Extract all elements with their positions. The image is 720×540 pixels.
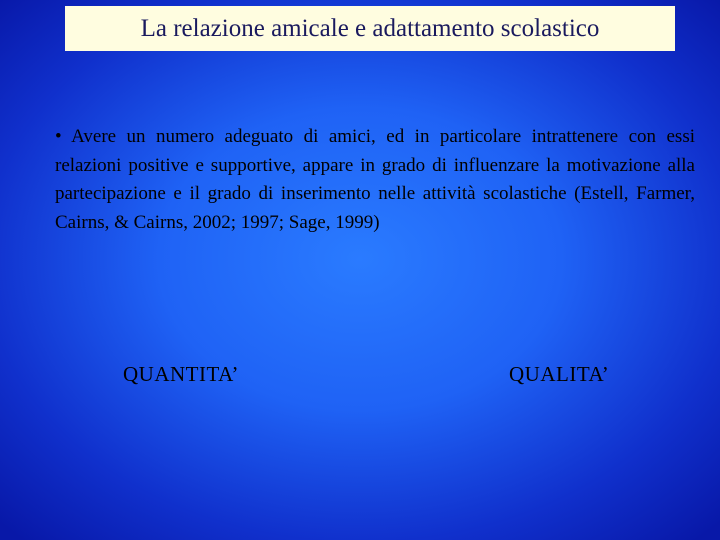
label-qualita: QUALITA’ <box>509 362 610 386</box>
bullet-paragraph: • Avere un numero adeguato di amici, ed in particolare intrattenere con essi relazioni positive e supportive, appare in grado di influenzare la motivazione alla partecipazione e il grado di inserimento nelle attività scolastiche (Estell, Farmer, Cairns, & Cairns, 2002; 1997; Sage, 1999) <box>55 126 695 233</box>
title-box <box>65 6 675 51</box>
slide-title: La relazione amicale e adattamento scolastico <box>140 14 600 42</box>
label-quantita: QUANTITA’ <box>123 362 239 386</box>
